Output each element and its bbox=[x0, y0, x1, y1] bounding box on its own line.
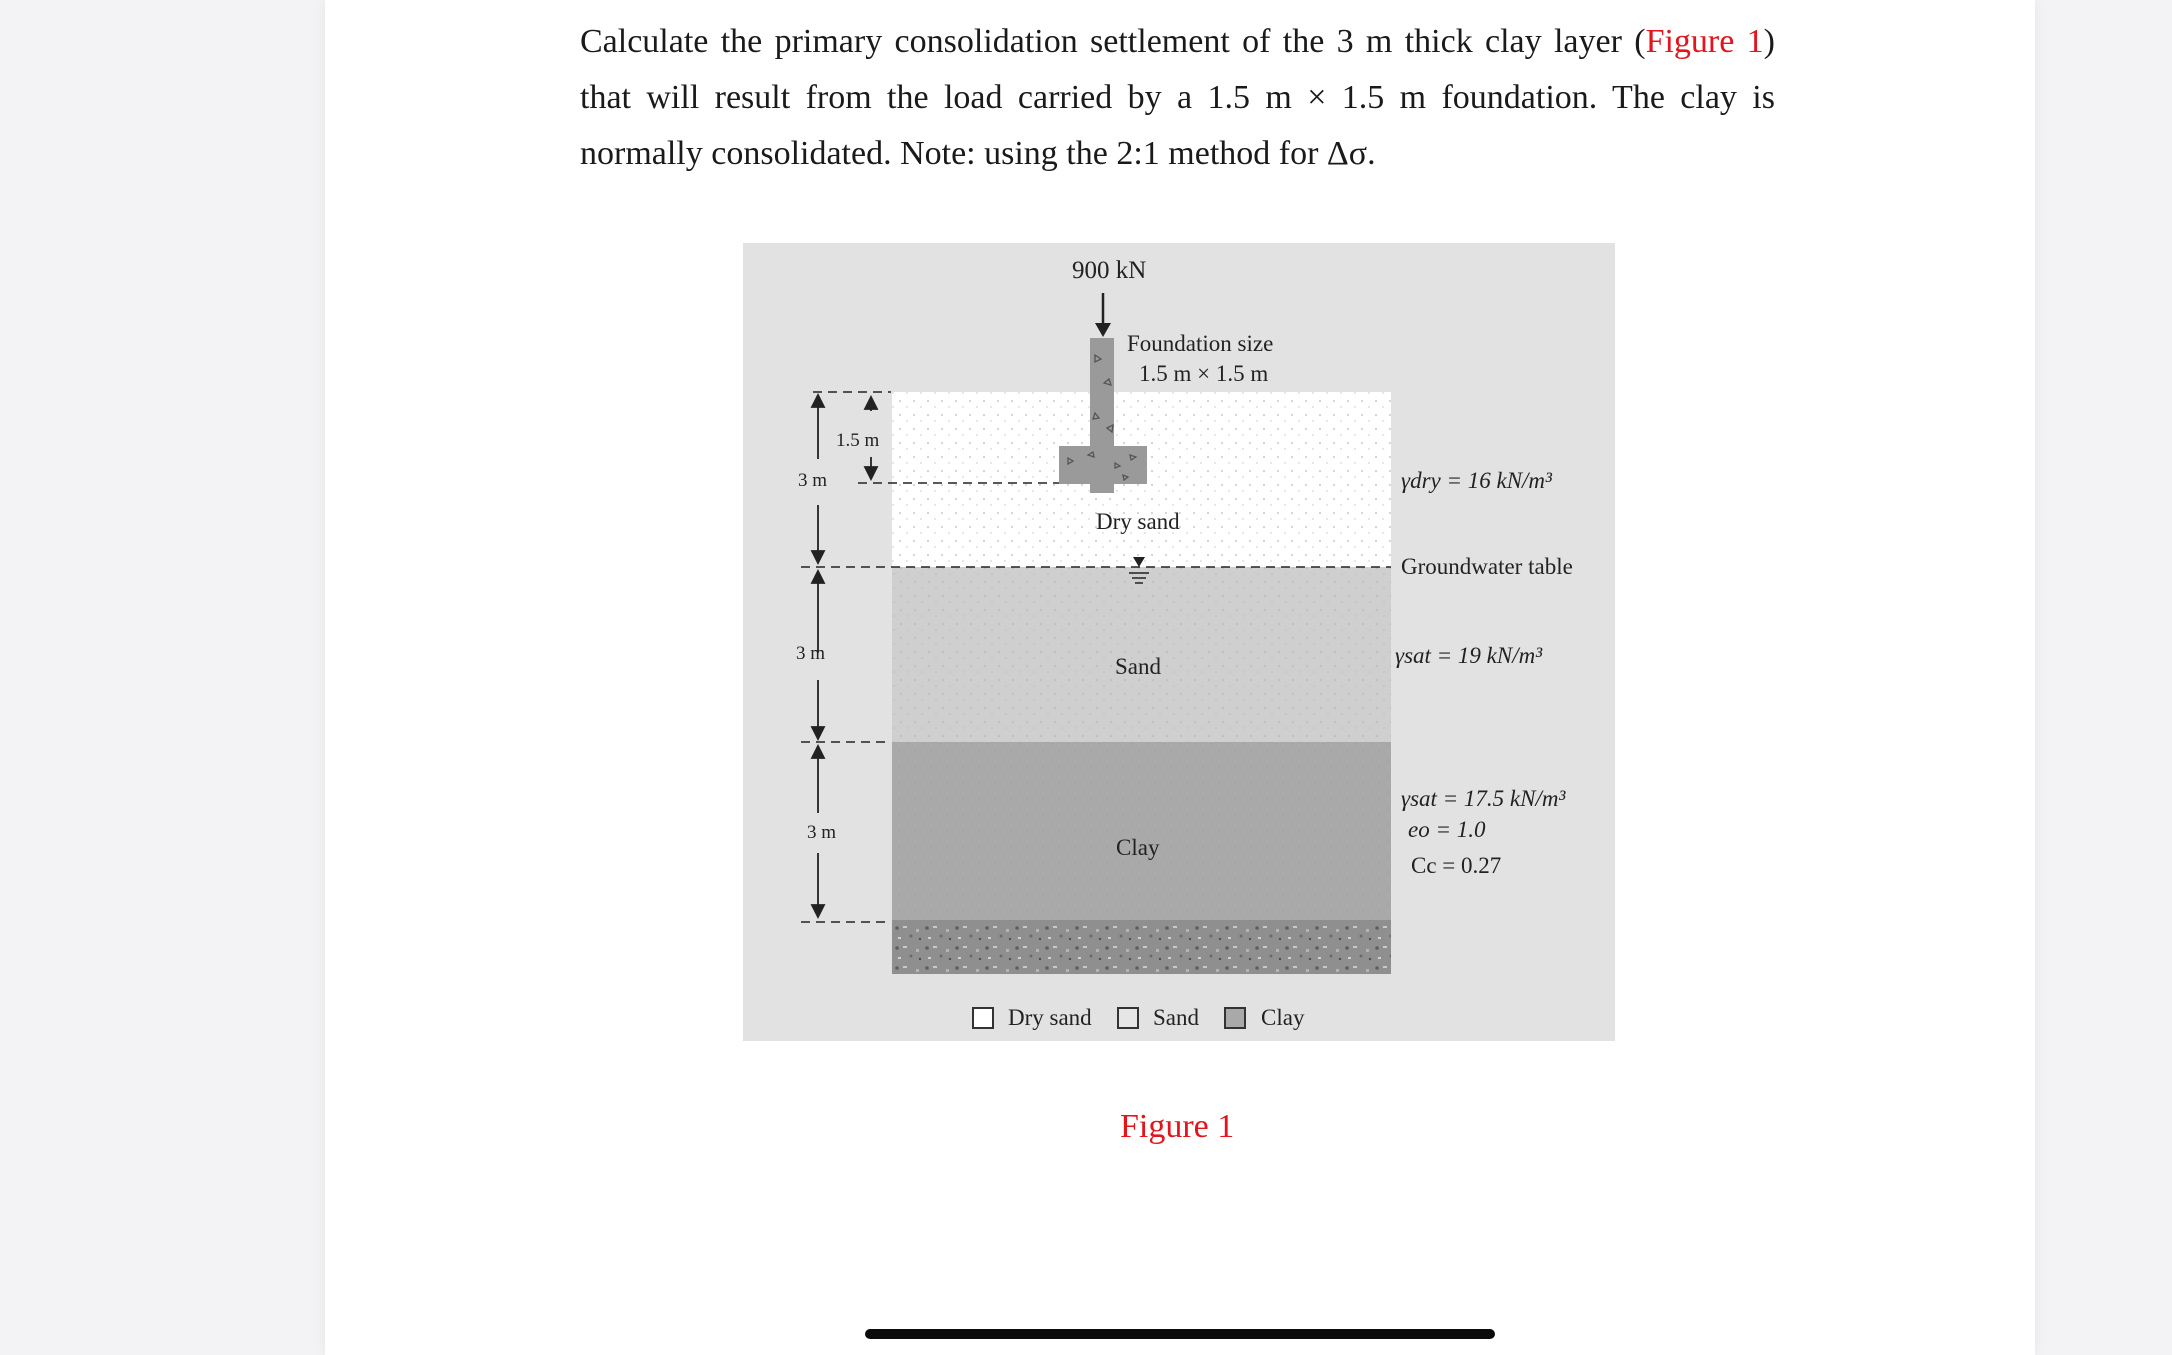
dim-label-layer3: 3 m bbox=[807, 822, 837, 843]
gamma-sat-sand-label: γsat = 19 kN/m³ bbox=[1395, 643, 1543, 668]
load-label: 900 kN bbox=[1072, 257, 1147, 284]
foundation-dims-label: 1.5 m × 1.5 m bbox=[1139, 361, 1269, 386]
problem-text-before: Calculate the primary consolidation settlement of the 3 m thick clay layer ( bbox=[580, 23, 1646, 60]
figure-caption: Figure 1 bbox=[1120, 1108, 1235, 1145]
problem-statement bbox=[580, 14, 1775, 182]
home-indicator-bar[interactable] bbox=[865, 1329, 1495, 1339]
dry-sand-layer-label: Dry sand bbox=[1096, 509, 1180, 534]
foundation-size-label: Foundation size bbox=[1127, 331, 1274, 356]
rock-layer bbox=[892, 920, 1391, 974]
dim-label-top-depth: 1.5 m bbox=[836, 430, 880, 451]
groundwater-table-label: Groundwater table bbox=[1401, 554, 1573, 579]
legend-swatch-dry-sand bbox=[972, 1007, 994, 1029]
dim-label-layer2: 3 m bbox=[796, 643, 826, 664]
compression-index-label: Cc = 0.27 bbox=[1411, 853, 1502, 878]
legend-label-dry-sand: Dry sand bbox=[1008, 1005, 1092, 1030]
legend-swatch-clay bbox=[1224, 1007, 1246, 1029]
void-ratio-label: eo = 1.0 bbox=[1408, 817, 1486, 842]
legend-label-sand: Sand bbox=[1153, 1005, 1199, 1030]
legend-swatch-sand bbox=[1117, 1007, 1139, 1029]
dim-label-layer1: 3 m bbox=[798, 470, 828, 491]
soil-profile-figure bbox=[743, 243, 1615, 1041]
sand-layer-label: Sand bbox=[1115, 654, 1161, 679]
gamma-sat-clay-label: γsat = 17.5 kN/m³ bbox=[1401, 786, 1566, 811]
legend-label-clay: Clay bbox=[1261, 1005, 1305, 1030]
problem-text-after: ) that will result from the load carried by a 1.5 m × 1.5 m foundation. The clay is normally consolidated. Note: using the 2:1 method for Δσ. bbox=[580, 23, 1775, 172]
load-arrow bbox=[1095, 293, 1111, 337]
gamma-dry-label: γdry = 16 kN/m³ bbox=[1401, 468, 1552, 493]
clay-layer-label: Clay bbox=[1116, 835, 1160, 860]
figure-reference-link[interactable]: Figure 1 bbox=[1645, 23, 1764, 60]
